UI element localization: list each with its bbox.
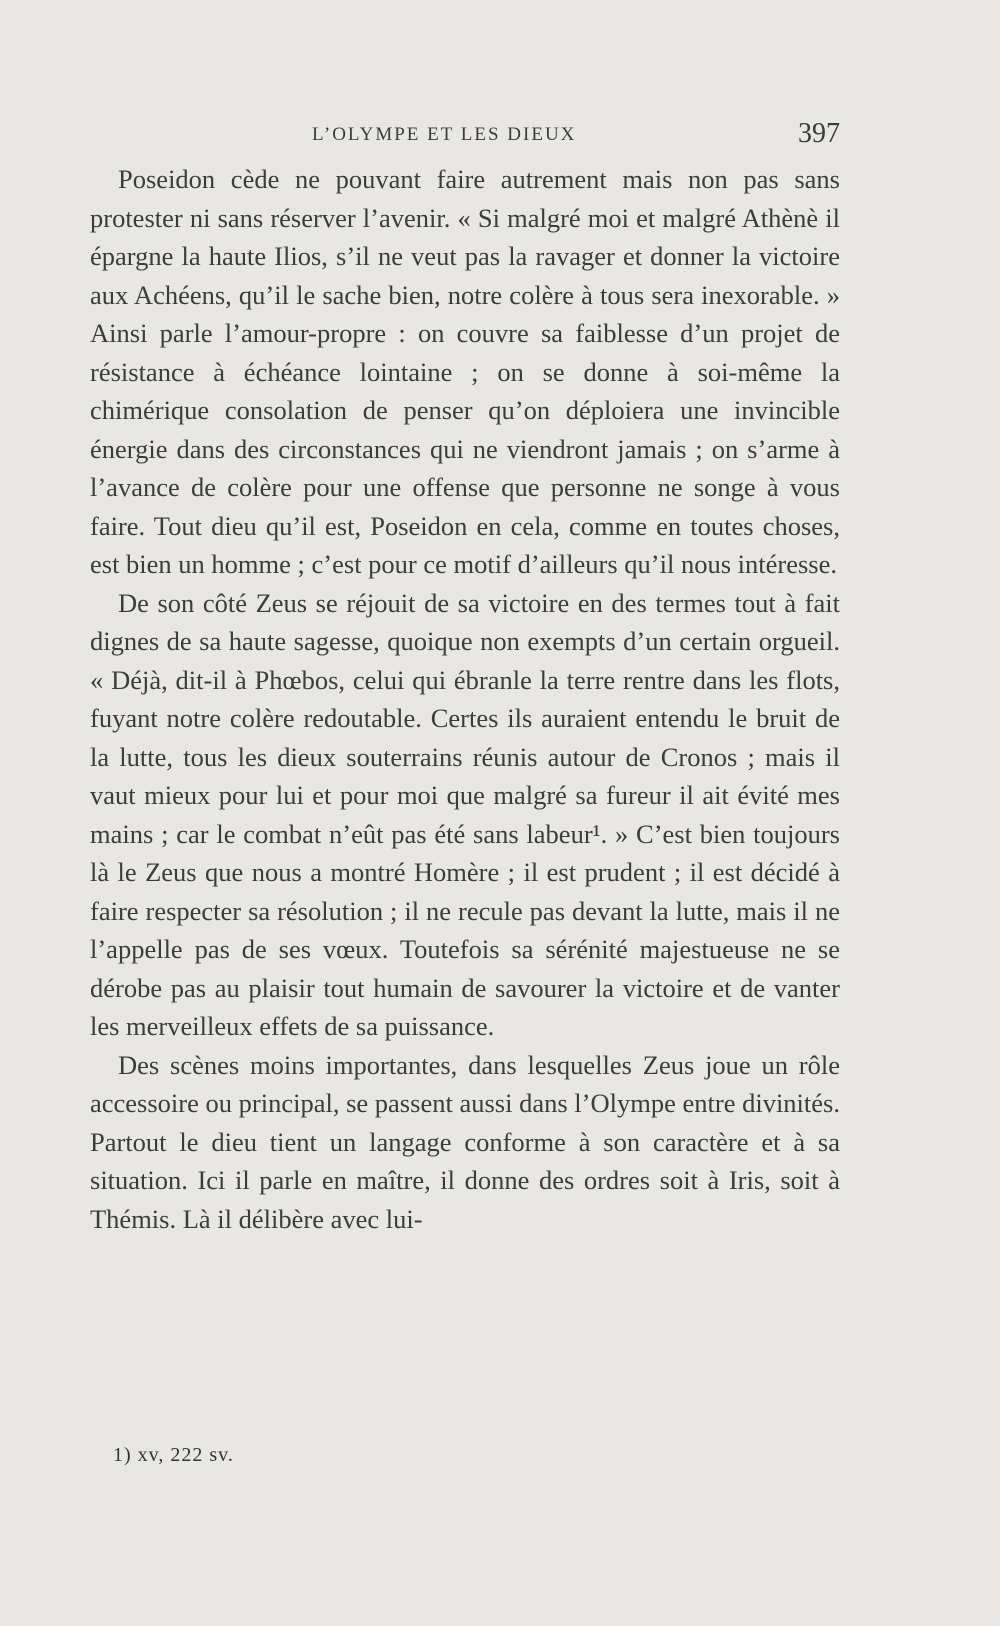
page-number: 397 <box>798 118 840 149</box>
paragraph: Poseidon cède ne pouvant faire autrement mais non pas sans protester ni sans réserver l’avenir. « Si malgré moi et malgré Athènè il épargne la haute Ilios, s’il ne veut pas la ravager et donner la victoire aux Achéens, qu’il le sache bien, notre colère à tous sera inexorable. » Ainsi parle l’amour-propre : on couvre sa faiblesse d’un projet de résistance à échéance lointaine ; on se donne à soi-même la chimérique consolation de penser qu’on déploiera une invincible énergie dans des circonstances qui ne viendront jamais ; on s’arme à l’avance de colère pour une offense que personne ne songe à vous faire. Tout dieu qu’il est, Poseidon en cela, comme en toutes choses, est bien un homme ; c’est pour ce motif d’ailleurs qu’il nous intéresse. <box>90 164 840 579</box>
page-header <box>90 118 840 158</box>
page-body <box>90 160 840 1238</box>
paragraph: De son côté Zeus se réjouit de sa victoire en des termes tout à fait dignes de sa haute sagesse, quoique non exempts d’un certain orgueil. « Déjà, dit-il à Phœbos, celui qui ébranle la terre rentre dans les flots, fuyant notre colère redoutable. Certes ils auraient entendu le bruit de la lutte, tous les dieux souterrains réunis autour de Cronos ; mais il vaut mieux pour lui et pour moi que malgré sa fureur il ait évité mes mains ; car le combat n’eût pas été sans labeur¹. » C’est bien toujours là le Zeus que nous a montré Homère ; il est prudent ; il est décidé à faire respecter sa résolution ; il ne recule pas devant la lutte, mais il ne l’appelle pas de ses vœux. Toutefois sa sérénité majestueuse ne se dérobe pas au plaisir tout humain de savourer la victoire et de vanter les merveilleux effets de sa puissance. <box>90 587 840 1041</box>
footnote: 1) xv, 222 sv. <box>113 1444 234 1466</box>
running-title: L’OLYMPE ET LES DIEUX <box>312 124 577 145</box>
paragraph: Des scènes moins importantes, dans lesquelles Zeus joue un rôle accessoire ou principal, se passent aussi dans l’Olympe entre divinités. Partout le dieu tient un langage conforme à son caractère et à sa situation. Ici il parle en maître, il donne des ordres soit à Iris, soit à Thémis. Là il délibère avec lui- <box>90 1049 840 1234</box>
